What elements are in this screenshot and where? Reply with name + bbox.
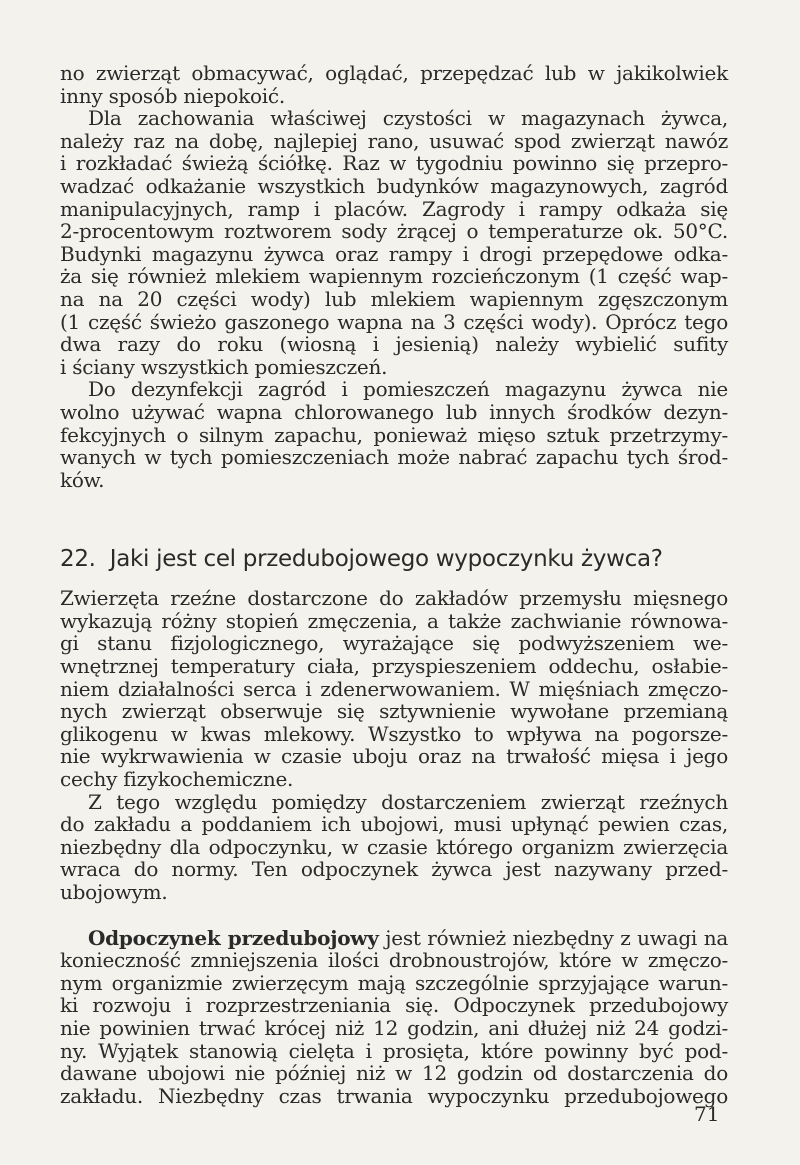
text-line: dawane ubojowi nie później niż w 12 godzin od dostarczenia do <box>60 1061 728 1086</box>
text-line: ki rozwoju i rozprzestrzeniania się. Odpoczynek przedubojowy <box>60 993 728 1018</box>
text-line: i rozkładać świeżą ściółkę. Raz w tygodniu powinno się przepro- <box>60 151 728 176</box>
text-line: do zakładu a poddaniem ich ubojowi, musi upłynąć pewien czas, <box>60 812 728 837</box>
text-line: wraca do normy. Ten odpoczynek żywca jest nazywany przed- <box>60 857 728 882</box>
text-line: zakładu. Niezbędny czas trwania wypoczynku przedubojowego <box>60 1083 728 1108</box>
text-line: ża się również mlekiem wapiennym rozcieńczonym (1 część wap- <box>60 264 728 289</box>
text-line: Z tego względu pomiędzy dostarczeniem zwierząt rzeźnych <box>88 789 728 814</box>
page-number: 71 <box>694 1102 720 1126</box>
text-line: gi stanu fizjologicznego, wyrażające się podwyższeniem we- <box>60 631 728 656</box>
text-line: niezbędny dla odpoczynku, w czasie którego organizm zwierzęcia <box>60 834 728 859</box>
text-line: no zwierząt obmacywać, oglądać, przepędzać lub w jakikolwiek <box>60 61 728 85</box>
text-line <box>60 927 728 950</box>
page-body <box>60 62 728 1107</box>
text-line: wanych w tych pomieszczeniach może nabrać zapachu tych środ- <box>60 445 728 470</box>
paragraph <box>60 587 728 790</box>
paragraph-gap <box>60 904 728 927</box>
text-line: nie powinien trwać krócej niż 12 godzin, ani dłużej niż 24 godzi- <box>60 1015 728 1040</box>
text-line: nych zwierząt obserwuje się sztywnienie wywołane przemianą <box>60 699 728 724</box>
paragraph <box>60 378 728 491</box>
text-line: ny. Wyjątek stanowią cielęta i prosięta, które powinny być pod- <box>60 1038 728 1063</box>
text-line: nym organizmie zwierzęcym mają szczególnie sprzyjające warun- <box>60 970 728 995</box>
text-line: na na 20 części wody) lub mlekiem wapiennym zgęszczonym <box>60 286 728 311</box>
text-line: Dla zachowania właściwej czystości w magazynach żywca, <box>88 106 728 131</box>
text-line: glikogenu w kwas mlekowy. Wszystko to wpływa na pogorsze- <box>60 721 728 746</box>
text-line: cechy fizykochemiczne. <box>60 767 294 792</box>
text-line: manipulacyjnych, ramp i placów. Zagrody i rampy odkaża się <box>60 196 728 221</box>
text-line: wnętrznej temperatury ciała, przyspieszeniem oddechu, osłabie- <box>60 654 728 679</box>
text-line: wykazują różny stopień zmęczenia, a także zachwianie równowa- <box>60 608 728 633</box>
text-line: Zwierzęta rzeźne dostarczone do zakładów przemysłu mięsnego <box>60 586 728 611</box>
section-title: Jaki jest cel przedubojowego wypoczynku żywca? <box>109 546 663 573</box>
bold-term: Odpoczynek przedubojowy <box>88 925 379 950</box>
text-line: ków. <box>60 467 105 492</box>
paragraph <box>60 927 728 1108</box>
text-line: wolno używać wapna chlorowanego lub innych środków dezyn- <box>60 399 728 424</box>
text-line: dwa razy do roku (wiosną i jesienią) należy wybielić sufity <box>60 332 728 357</box>
paragraph <box>60 62 728 107</box>
text-line: wadzać odkażanie wszystkich budynków magazynowych, zagród <box>60 173 728 198</box>
section-heading <box>60 545 728 573</box>
paragraph <box>60 791 728 904</box>
text-line: Do dezynfekcji zagród i pomieszczeń magazynu żywca nie <box>88 377 728 402</box>
text-line: ubojowym. <box>60 880 168 904</box>
text-line: fekcyjnych o silnym zapachu, ponieważ mięso sztuk przetrzymy- <box>60 422 728 447</box>
text-line: i ściany wszystkich pomieszczeń. <box>60 354 388 379</box>
text-line: (1 część świeżo gaszonego wapna na 3 części wody). Oprócz tego <box>60 309 728 334</box>
text-run: jest również niezbędny z uwagi na <box>378 925 728 950</box>
text-line: 2-procentowym roztworem sody żrącej o temperaturze ok. 50°C. <box>60 219 728 244</box>
text-line: należy raz na dobę, najlepiej rano, usuwać spod zwierząt nawóz <box>60 128 728 153</box>
text-line: konieczność zmniejszenia ilości drobnoustrojów, które w zmęczo- <box>60 948 728 973</box>
text-line: nie wykrwawienia w czasie uboju oraz na trwałość mięsa i jego <box>60 744 728 769</box>
section-number: 22. <box>60 546 96 573</box>
text-line: niem działalności serca i zdenerwowaniem. W mięśniach zmęczo- <box>60 676 728 701</box>
text-line: inny sposób niepokoić. <box>60 83 285 108</box>
text-line: Budynki magazynu żywca oraz rampy i drogi przepędowe odka- <box>60 241 728 266</box>
paragraph <box>60 107 728 378</box>
